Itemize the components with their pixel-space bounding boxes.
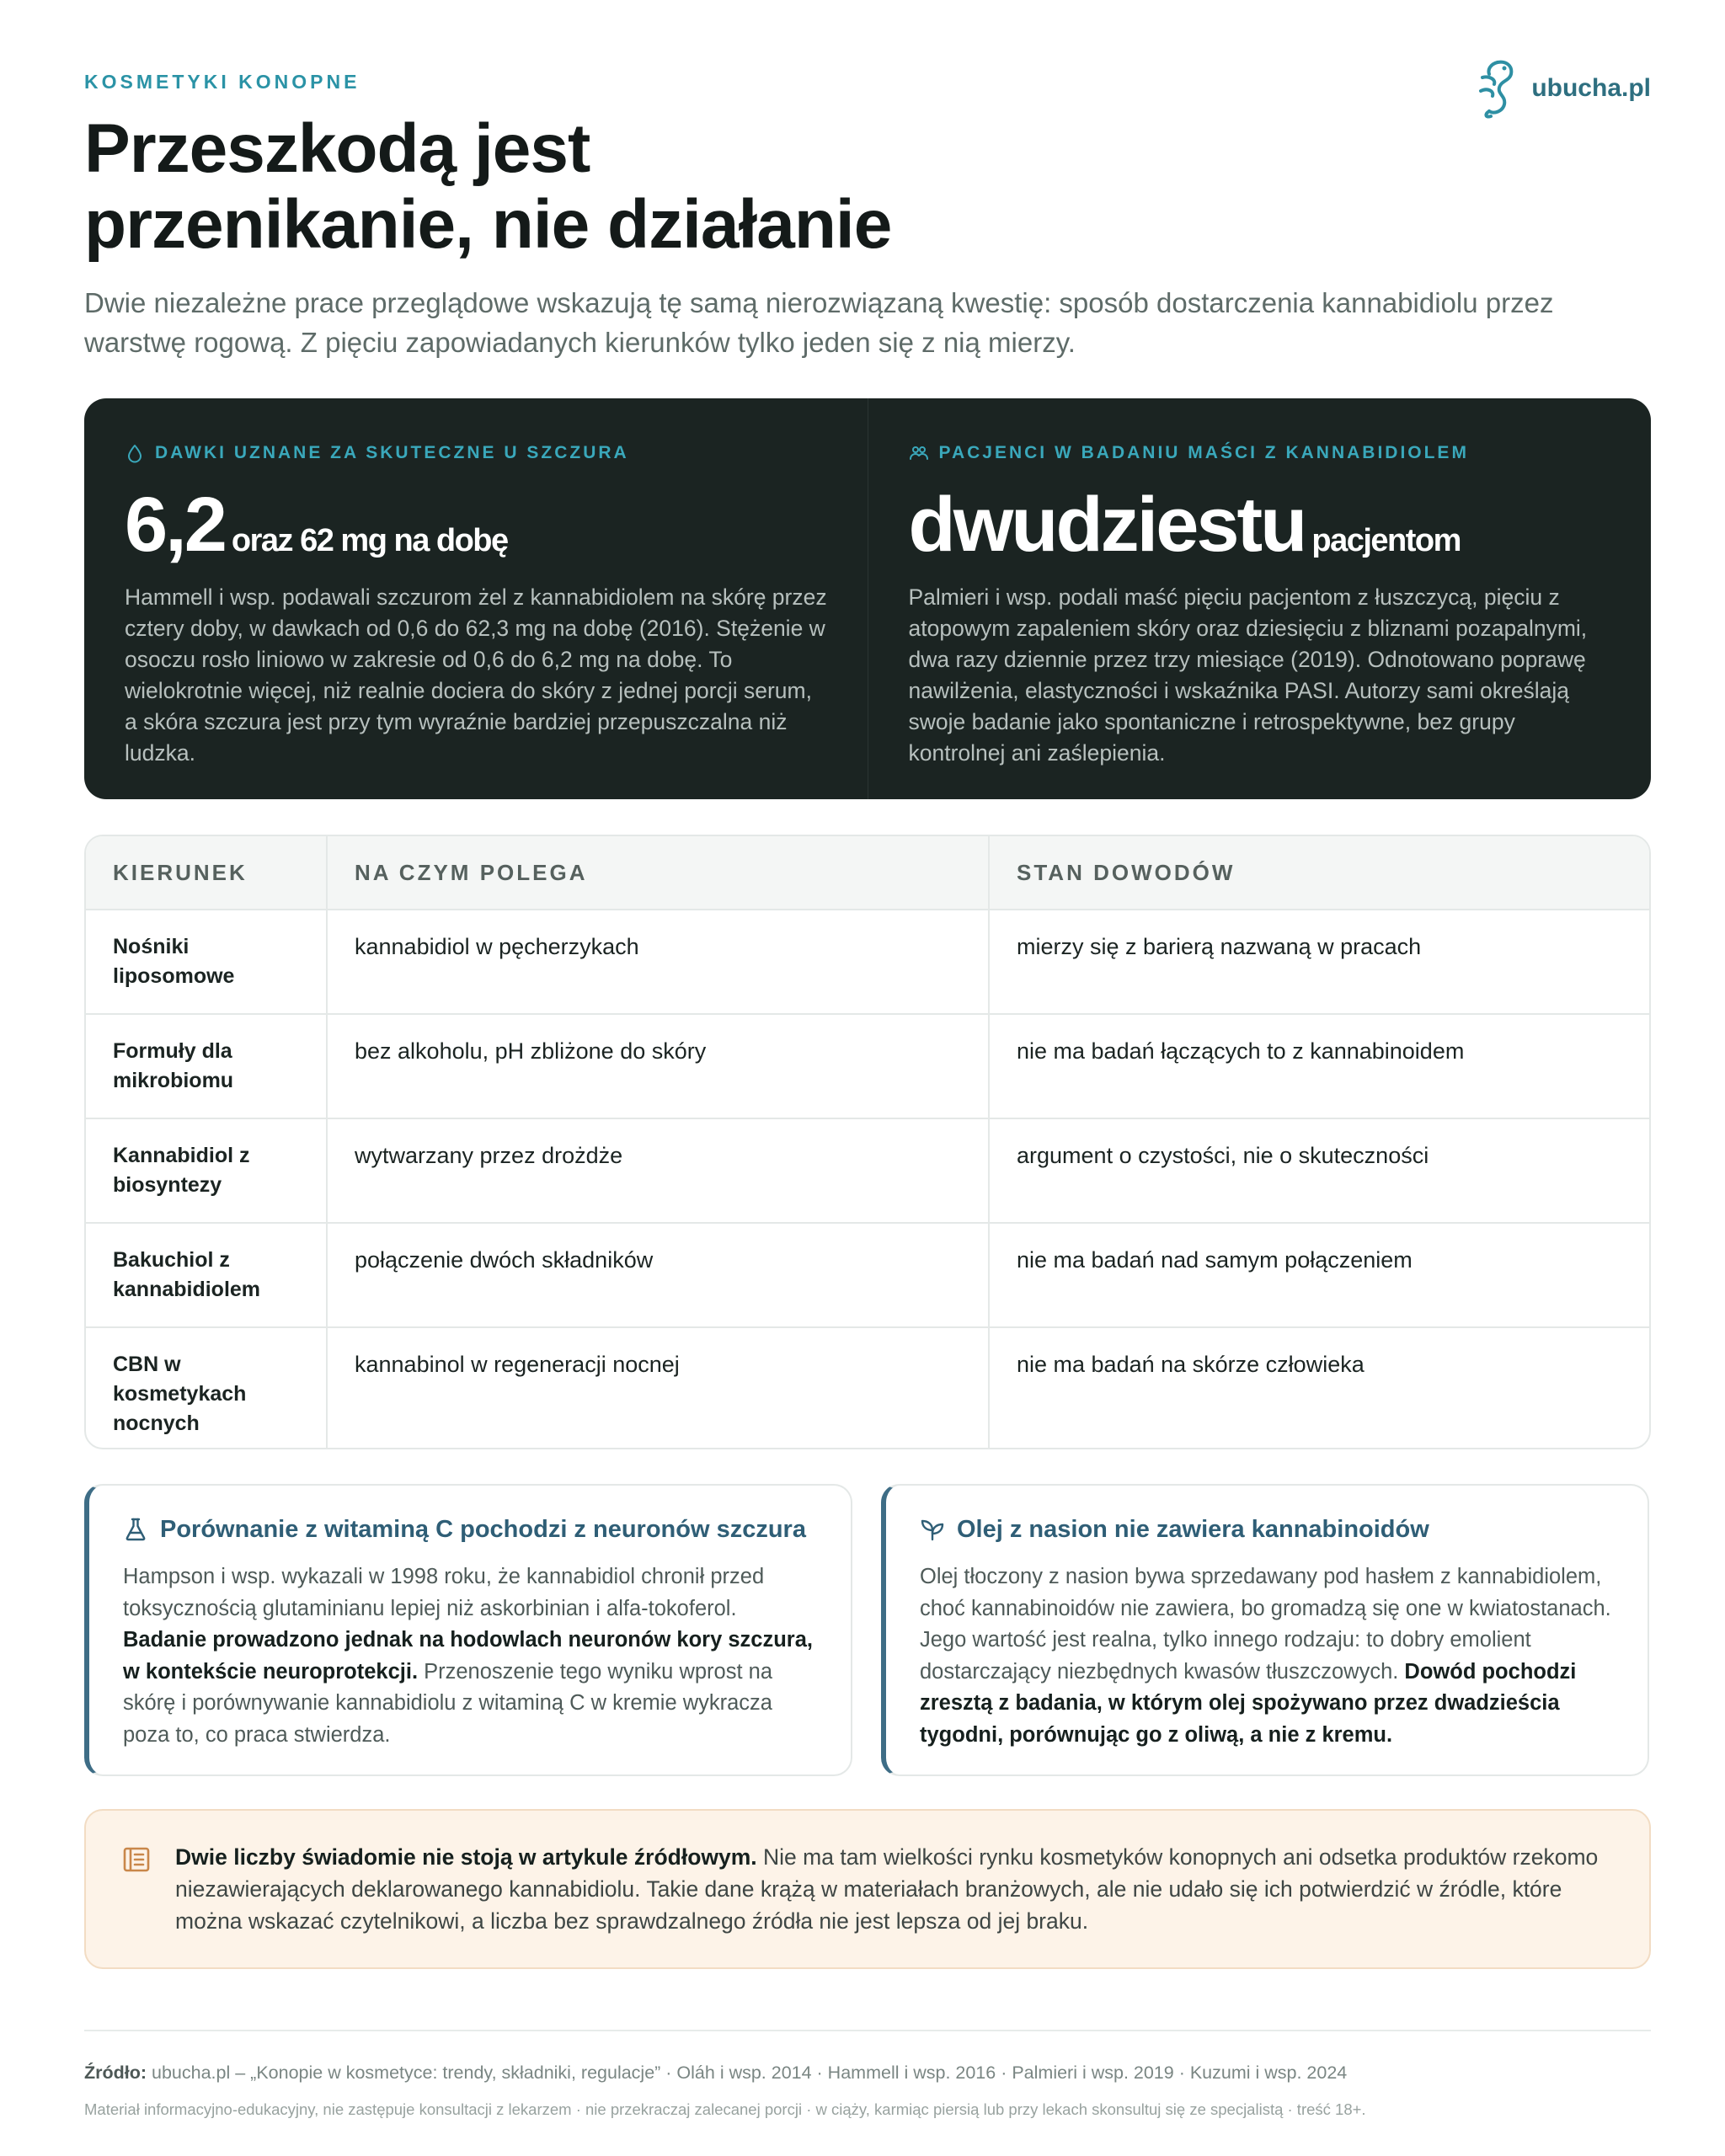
- brand-logo[interactable]: [1472, 57, 1651, 120]
- stat-number: 6,2: [125, 482, 225, 568]
- stat-value: [908, 482, 1613, 568]
- note-bold: Dwie liczby świadomie nie stoją w artykule źródłowym.: [175, 1844, 757, 1870]
- cell-evidence: nie ma badań na skórze człowieka: [989, 1327, 1649, 1449]
- column-header-description: NA CZYM POLEGA: [327, 836, 989, 910]
- infographic-page: [84, 0, 1651, 2156]
- leaf-icon: [920, 1517, 945, 1542]
- stat-description: Palmieri i wsp. podali maść pięciu pacjentom z łuszczycą, pięciu z atopowym zapaleniem skóry oraz dziesięciu z bliznami pozapalnymi, dwa razy dziennie przez trzy miesiące (2019). Odnotowano poprawę nawilżenia, elastyczności i wskaźnika PASI. Autorzy sami określają swoje badanie jako spontaniczne i retrospektywne, bez grupy kontrolnej ani zaślepienia.: [908, 584, 1588, 766]
- stat-label: [909, 440, 1613, 466]
- note-body: Nie ma tam wielkości rynku kosmetyków konopnych ani odsetka produktów rzekomo niezawierających deklarowanego kannabidiolu. Takie dane krążą w materiałach branżowych, ale nie udało się ich potwierdzić w źródle, które można wskazać czytelnikowi, a liczba bez sprawdzalnego źródła nie jest lepsza od jej braku.: [175, 1844, 1599, 1934]
- cell-description: wytwarzany przez drożdże: [327, 1118, 989, 1223]
- card-text-bold: Badanie prowadzono jednak na hodowlach neuronów kory szczura, w kontekście neuroprotekcji.: [123, 1628, 813, 1684]
- cell-description: kannabinol w regeneracji nocnej: [327, 1327, 989, 1449]
- card-body: [920, 1561, 1616, 1751]
- card-text-part: Olej tłoczony z nasion bywa sprzedawany pod hasłem z kannabidiolem, choć kannabinoidów nie zawiera, bo gromadzą się one w kwiatostanach. Jego wartość jest realna, tylko innego rodzaju: to dobry emolient dostarczający niezbędnych kwasów tłuszczowych.: [920, 1565, 1611, 1684]
- source-label: Źródło:: [84, 2063, 147, 2083]
- cell-direction: Bakuchiol z kannabidiolem: [86, 1223, 327, 1327]
- stat-number: dwudziestu: [908, 482, 1306, 568]
- source-note: [84, 1809, 1651, 1969]
- directions-table: [84, 835, 1651, 1449]
- footer-disclaimer: Materiał informacyjno-edukacyjny, nie zastępuje konsultacji z lekarzem · nie przekraczaj zalecanej porcji · w ciąży, karmiąc piersią lub przy lekach skonsultuj się ze specjalistą · treść 18+.: [84, 2100, 1366, 2118]
- table-row: [86, 910, 1649, 1014]
- cell-direction: Kannabidiol z biosyntezy: [86, 1118, 327, 1223]
- title-line-1: Przeszkodą jest: [84, 110, 590, 187]
- table-row: [86, 1014, 1649, 1118]
- stat-label-text: PACJENCI W BADANIU MAŚCI Z KANNABIDIOLEM: [938, 443, 1469, 462]
- source-text: ubucha.pl – „Konopie w kosmetyce: trendy, składniki, regulacje” · Oláh i wsp. 2014 · Hammell i wsp. 2016 · Palmieri i wsp. 2019 · Kuzumi i wsp. 2024: [147, 2063, 1348, 2083]
- cell-evidence: argument o czystości, nie o skuteczności: [989, 1118, 1649, 1223]
- cell-description: bez alkoholu, pH zbliżone do skóry: [327, 1014, 989, 1118]
- droplet-icon: [125, 443, 145, 463]
- table-header-row: [86, 836, 1649, 910]
- card-seed-oil: [881, 1484, 1649, 1776]
- card-text-bold: Dowód pochodzi zresztą z badania, w którym olej spożywano przez dwadzieścia tygodni, porównując go z oliwą, a nie z kremu.: [920, 1659, 1577, 1747]
- cell-direction: Formuły dla mikrobiomu: [86, 1014, 327, 1118]
- card-title: [123, 1513, 819, 1546]
- cell-description: połączenie dwóch składników: [327, 1223, 989, 1327]
- people-icon: [909, 443, 929, 463]
- stat-value: [125, 482, 829, 568]
- cell-description: kannabidiol w pęcherzykach: [327, 910, 989, 1014]
- cell-evidence: nie ma badań łączących to z kannabinoidem: [989, 1014, 1649, 1118]
- stat-patients: [868, 398, 1652, 799]
- card-text-part: Hampson i wsp. wykazali w 1998 roku, że kannabidiol chronił przed toksycznością glutaminianu lepiej niż askorbinian i alfa-tokoferol.: [123, 1565, 765, 1620]
- card-title-text: Porównanie z witaminą C pochodzi z neuronów szczura: [160, 1515, 806, 1543]
- stat-label: [125, 440, 829, 466]
- table-row: [86, 1223, 1649, 1327]
- lead-paragraph: Dwie niezależne prace przeglądowe wskazują tę samą nierozwiązaną kwestię: sposób dostarczenia kannabidiolu przez warstwę rogową. Z pięciu zapowiadanych kierunków tylko jeden się z nią mierzy.: [84, 287, 1554, 358]
- card-body: [123, 1561, 819, 1751]
- seahorse-logo-icon: [1472, 57, 1519, 120]
- table-row: [86, 1327, 1649, 1449]
- column-header-evidence: STAN DOWODÓW: [989, 836, 1649, 910]
- card-text-part: Przenoszenie tego wyniku wprost na skórę i porównywanie kannabidiolu z witaminą C w kremie wykracza poza to, co praca stwierdza.: [123, 1659, 773, 1747]
- cell-evidence: mierzy się z barierą nazwaną w pracach: [989, 910, 1649, 1014]
- document-icon: [121, 1844, 152, 1875]
- stat-rat-doses: [84, 398, 868, 799]
- flask-icon: [123, 1517, 148, 1542]
- stat-label-text: DAWKI UZNANE ZA SKUTECZNE U SZCZURA: [155, 443, 629, 462]
- category-eyebrow: KOSMETYKI KONOPNE: [84, 71, 360, 93]
- footer-divider: [84, 2030, 1651, 2031]
- page-title: [84, 111, 1263, 263]
- column-header-direction: KIERUNEK: [86, 836, 327, 910]
- card-vitamin-c: [84, 1484, 852, 1776]
- card-title: [920, 1513, 1616, 1546]
- stat-description: Hammell i wsp. podawali szczurom żel z kannabidiolem na skórę przez cztery doby, w dawkach od 0,6 do 62,3 mg na dobę (2016). Stężenie w osoczu rosło liniowo w zakresie od 0,6 do 6,2 mg na dobę. To wielokrotnie więcej, niż realnie dociera do skóry z jednej porcji serum, a skóra szczura jest przy tym wyraźnie bardziej przepuszczalna niż ludzka.: [125, 584, 827, 766]
- cell-direction: Nośniki liposomowe: [86, 910, 327, 1014]
- footer-source: [84, 2063, 1347, 2084]
- card-title-text: Olej z nasion nie zawiera kannabinoidów: [957, 1515, 1429, 1543]
- brand-name: ubucha.pl: [1531, 74, 1651, 102]
- title-line-2: przenikanie, nie działanie: [84, 186, 892, 263]
- stats-panel: [84, 398, 1651, 799]
- cell-evidence: nie ma badań nad samym połączeniem: [989, 1223, 1649, 1327]
- table-row: [86, 1118, 1649, 1223]
- stat-unit: oraz 62 mg na dobę: [231, 523, 508, 558]
- stat-unit: pacjentom: [1311, 523, 1461, 558]
- cell-direction: CBN w kosmetykach nocnych: [113, 1353, 247, 1435]
- note-text: [175, 1841, 1609, 1937]
